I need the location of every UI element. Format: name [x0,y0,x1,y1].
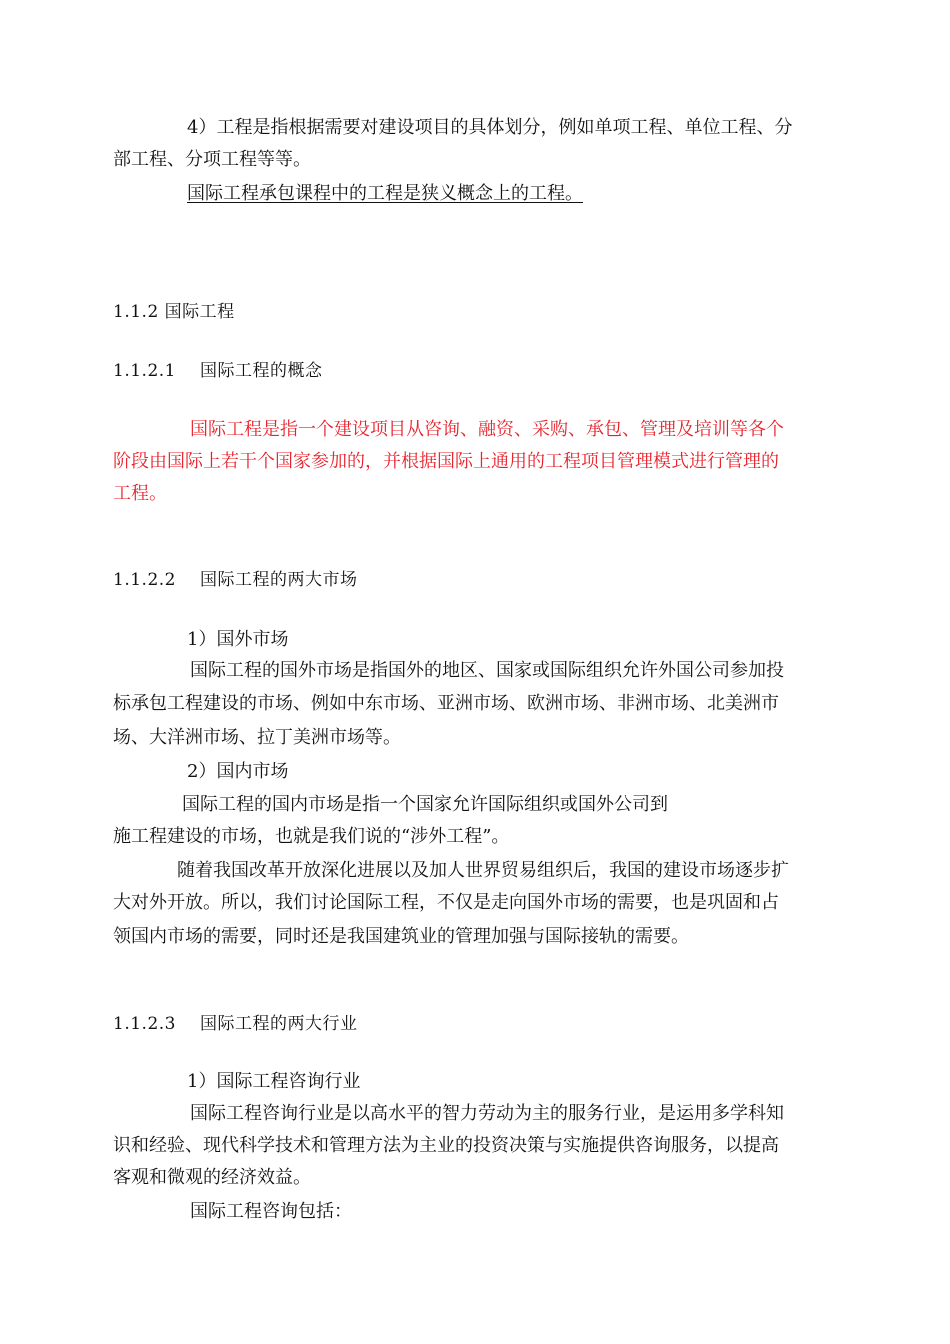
section-title: 国际工程的两大市场 [199,570,358,590]
paragraph-line: 国际工程咨询包括： [190,1201,352,1222]
definition-line: 阶段由国际上若干个国家参加的，并根据国际上通用的工程项目管理模式进行管理的 [113,451,779,472]
section-title: 国际工程 [164,302,235,322]
section-heading-1-1-2-1 [113,356,837,386]
paragraph-line: 4）工程是指根据需要对建设项目的具体划分，例如单项工程、单位工程、分 [187,117,793,138]
paragraph-line: 施工程建设的市场，也就是我们说的“涉外工程”。 [113,826,510,847]
paragraph-line: 随着我国改革开放深化进展以及加人世界贸易组织后，我国的建设市场逐步扩 [177,860,789,881]
subheading-domestic-market: 2）国内市场 [187,761,289,782]
paragraph-line: 场、大洋洲市场、拉丁美洲市场等。 [113,727,401,748]
paragraph-line: 识和经验、现代科学技术和管理方法为主业的投资决策与实施提供咨询服务，以提高 [113,1135,779,1156]
subheading-foreign-market: 1）国外市场 [187,629,289,650]
paragraph-line: 国际工程咨询行业是以高水平的智力劳动为主的服务行业，是运用多学科知 [190,1103,784,1124]
paragraph-line: 国际工程的国外市场是指国外的地区、国家或国际组织允许外国公司参加投 [190,660,784,681]
paragraph-line: 部工程、分项工程等等。 [113,149,311,170]
paragraph-line: 大对外开放。所以，我们讨论国际工程，不仅是走向国外市场的需要，也是巩固和占 [113,892,779,913]
paragraph-line: 标承包工程建设的市场、例如中东市场、亚洲市场、欧洲市场、非洲市场、北美洲市 [113,693,779,714]
section-number: 1.1.2.1 [113,361,176,381]
section-number: 1.1.2 [113,302,159,322]
section-number: 1.1.2.3 [113,1014,176,1034]
paragraph-line: 客观和微观的经济效益。 [113,1167,311,1188]
section-heading-1-1-2 [113,297,837,327]
section-title: 国际工程的两大行业 [199,1014,358,1034]
subheading-consulting: 1）国际工程咨询行业 [187,1071,361,1092]
section-heading-1-1-2-3 [113,1009,837,1039]
paragraph-line: 国际工程的国内市场是指一个国家允许国际组织或国外公司到 [182,794,668,815]
section-title: 国际工程的概念 [199,361,323,381]
definition-line: 工程。 [113,483,167,504]
underlined-note [187,179,583,209]
section-heading-1-1-2-2 [113,565,837,595]
definition-line: 国际工程是指一个建设项目从咨询、融资、采购、承包、管理及培训等各个 [190,419,784,440]
note-text: 国际工程承包课程中的工程是狭义概念上的工程。 [187,183,583,204]
paragraph-line: 领国内市场的需要，同时还是我国建筑业的管理加强与国际接轨的需要。 [113,926,689,947]
section-number: 1.1.2.2 [113,570,176,590]
